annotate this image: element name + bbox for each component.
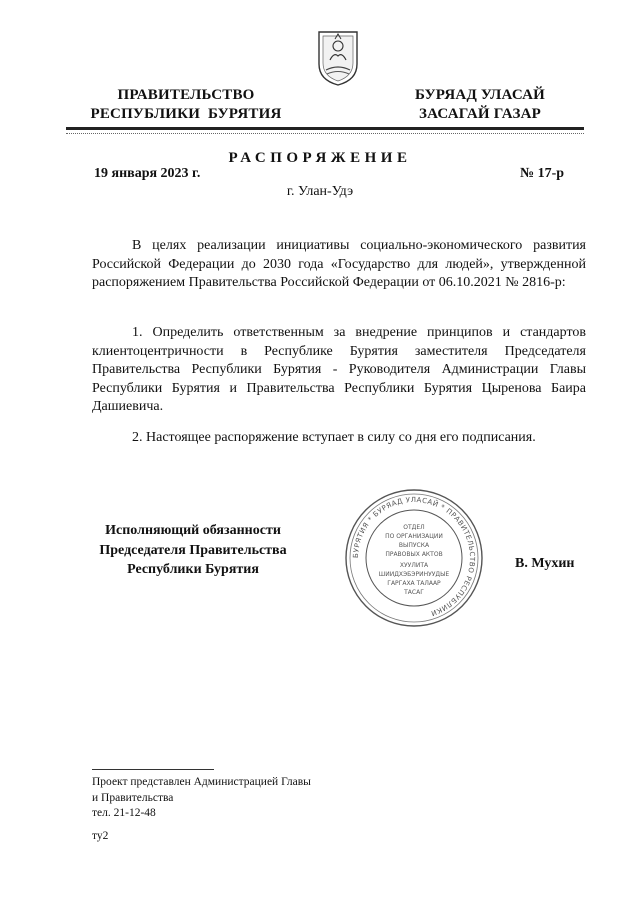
stamp-line-8: ТАСАГ	[404, 589, 424, 596]
org-name-ru-line2: РЕСПУБЛИКИ БУРЯТИЯ	[90, 106, 282, 122]
org-name-bua-line1: БУРЯАД УЛАСАЙ	[414, 87, 546, 103]
document-number: № 17-р	[520, 166, 565, 181]
stamp-ring-text: БУРЯТИЯ * БУРЯАД УЛАСАЙ * ПРАВИТЕЛЬСТВО РЕСПУБЛИКИ	[351, 495, 477, 618]
signatory-title-line3: Республики Бурятия	[127, 562, 259, 577]
signatory-name: В. Мухин	[515, 556, 575, 571]
stamp-line-2: ПО ОРГАНИЗАЦИИ	[385, 533, 443, 540]
body-paragraph-3: 2. Настоящее распоряжение вступает в силу со дня его подписания.	[132, 430, 536, 445]
footer-line-2: и Правительства	[92, 791, 174, 804]
coat-of-arms-icon	[316, 30, 360, 86]
org-name-ru-line1: ПРАВИТЕЛЬСТВО	[117, 87, 255, 103]
org-name-bua-line2: ЗАСАГАЙ ГАЗАР	[419, 106, 541, 122]
stamp-line-7: ГАРГАХА ТАЛААР	[387, 580, 441, 587]
header-rule-dotted	[66, 133, 584, 134]
footer-phone: тел. 21-12-48	[92, 807, 156, 820]
header-rule-thick	[66, 127, 584, 130]
footer-line-1: Проект представлен Администрацией Главы	[92, 776, 311, 788]
stamp-seal-icon	[343, 487, 485, 629]
document-city: г. Улан-Удэ	[286, 184, 354, 199]
stamp-line-6: ШИИДХЭБЭРИНУУДЫЕ	[378, 571, 450, 578]
signatory-title	[66, 521, 320, 580]
document-date: 19 января 2023 г.	[94, 166, 201, 181]
official-stamp	[343, 487, 485, 629]
footer-note	[92, 775, 311, 822]
footer-code: ту2	[92, 830, 109, 842]
signatory-title-line2: Председателя Правительства	[99, 542, 287, 558]
footer-rule	[92, 769, 214, 770]
stamp-line-3: ВЫПУСКА	[398, 542, 430, 549]
org-name-buryat	[405, 86, 555, 124]
stamp-line-5: ХУУЛИТА	[399, 562, 429, 569]
stamp-line-4: ПРАВОВЫХ АКТОВ	[385, 551, 443, 558]
org-name-russian	[86, 86, 286, 124]
signatory-title-line1: Исполняющий обязанности	[105, 523, 281, 538]
body-paragraph-1: В целях реализации инициативы социально-экономического развития Российской Федерации до 2030 года «Государство для людей», утвержденной распоряжением Правительства Российской Федерации от 06.10.2021 № 2816-р:	[92, 238, 586, 291]
stamp-line-1: ОТДЕЛ	[403, 524, 425, 531]
body-paragraph-2: 1. Определить ответственным за внедрение принципов и стандартов клиентоцентричности в Республике Бурятия заместителя Председателя Правительства Республики Бурятия - Руководителя Администрации Главы Республики Бурятия и Правительства Республики Бурятия Цыренова Баира Дашиевича.	[92, 325, 586, 415]
document-title: РАСПОРЯЖЕНИЕ	[228, 150, 412, 166]
